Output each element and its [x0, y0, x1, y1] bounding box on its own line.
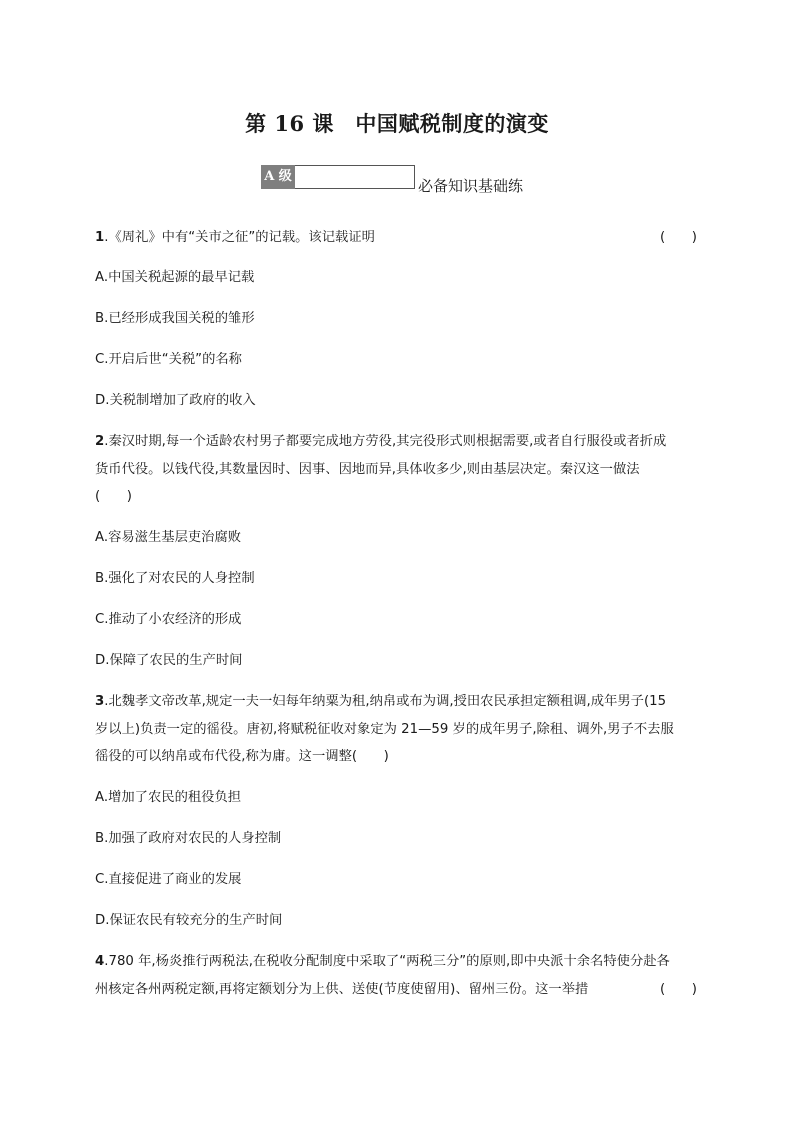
question-text: .780 年,杨炎推行两税法,在税收分配制度中采取了“两税三分”的原则,即中央派十余名特使分赴各: [104, 954, 670, 969]
option-c: C.开启后世“关税”的名称: [95, 352, 242, 367]
option-d: D.保障了农民的生产时间: [95, 653, 243, 668]
question-3-stem-line-2: 岁以上)负责一定的徭役。唐初,将赋税征收对象定为 21—59 岁的成年男子,除租、调外,男子不去服: [95, 722, 674, 737]
question-number: 2: [95, 434, 105, 449]
level-label: 必备知识基础练: [418, 177, 524, 195]
answer-paren: ( ): [660, 230, 697, 245]
answer-paren: ( ): [95, 489, 132, 504]
option-a: A.中国关税起源的最早记载: [95, 270, 255, 285]
question-number: 3: [95, 694, 105, 709]
question-4-stem-line-2: 州核定各州两税定额,再将定额划分为上供、送使(节度使留用)、留州三份。这一举措: [95, 982, 589, 997]
answer-paren: ( ): [660, 982, 697, 997]
question-2-stem-line-1: [95, 430, 666, 449]
question-3-stem-line-1: [95, 690, 666, 709]
question-text: .北魏孝文帝改革,规定一夫一妇每年纳粟为租,纳帛或布为调,授田农民承担定额租调,成年男子(15: [104, 694, 667, 709]
option-b: B.加强了政府对农民的人身控制: [95, 831, 282, 846]
question-text: .《周礼》中有“关市之征”的记载。该记载证明: [104, 230, 375, 245]
level-box: [295, 165, 415, 189]
option-a: A.增加了农民的租役负担: [95, 790, 242, 805]
question-number: 1: [95, 230, 105, 245]
option-b: B.强化了对农民的人身控制: [95, 571, 255, 586]
page-title: 第 16 课 中国赋税制度的演变: [245, 111, 549, 136]
option-a: A.容易滋生基层吏治腐败: [95, 530, 242, 545]
level-badge: A 级: [261, 165, 295, 189]
option-b: B.已经形成我国关税的雏形: [95, 311, 255, 326]
question-4-stem-line-1: [95, 950, 670, 969]
question-number: 4: [95, 954, 105, 969]
option-d: D.关税制增加了政府的收入: [95, 393, 256, 408]
option-d: D.保证农民有较充分的生产时间: [95, 913, 283, 928]
option-c: C.推动了小农经济的形成: [95, 612, 242, 627]
question-3-stem-line-3: 徭役的可以纳帛或布代役,称为庸。这一调整( ): [95, 749, 389, 764]
option-c: C.直接促进了商业的发展: [95, 872, 242, 887]
question-text: .秦汉时期,每一个适龄农村男子都要完成地方劳役,其完役形式则根据需要,或者自行服役或者折成: [104, 434, 667, 449]
question-1-stem: [95, 226, 375, 245]
question-2-stem-line-2: 货币代役。以钱代役,其数量因时、因事、因地而异,具体收多少,则由基层决定。秦汉这一做法: [95, 462, 640, 477]
